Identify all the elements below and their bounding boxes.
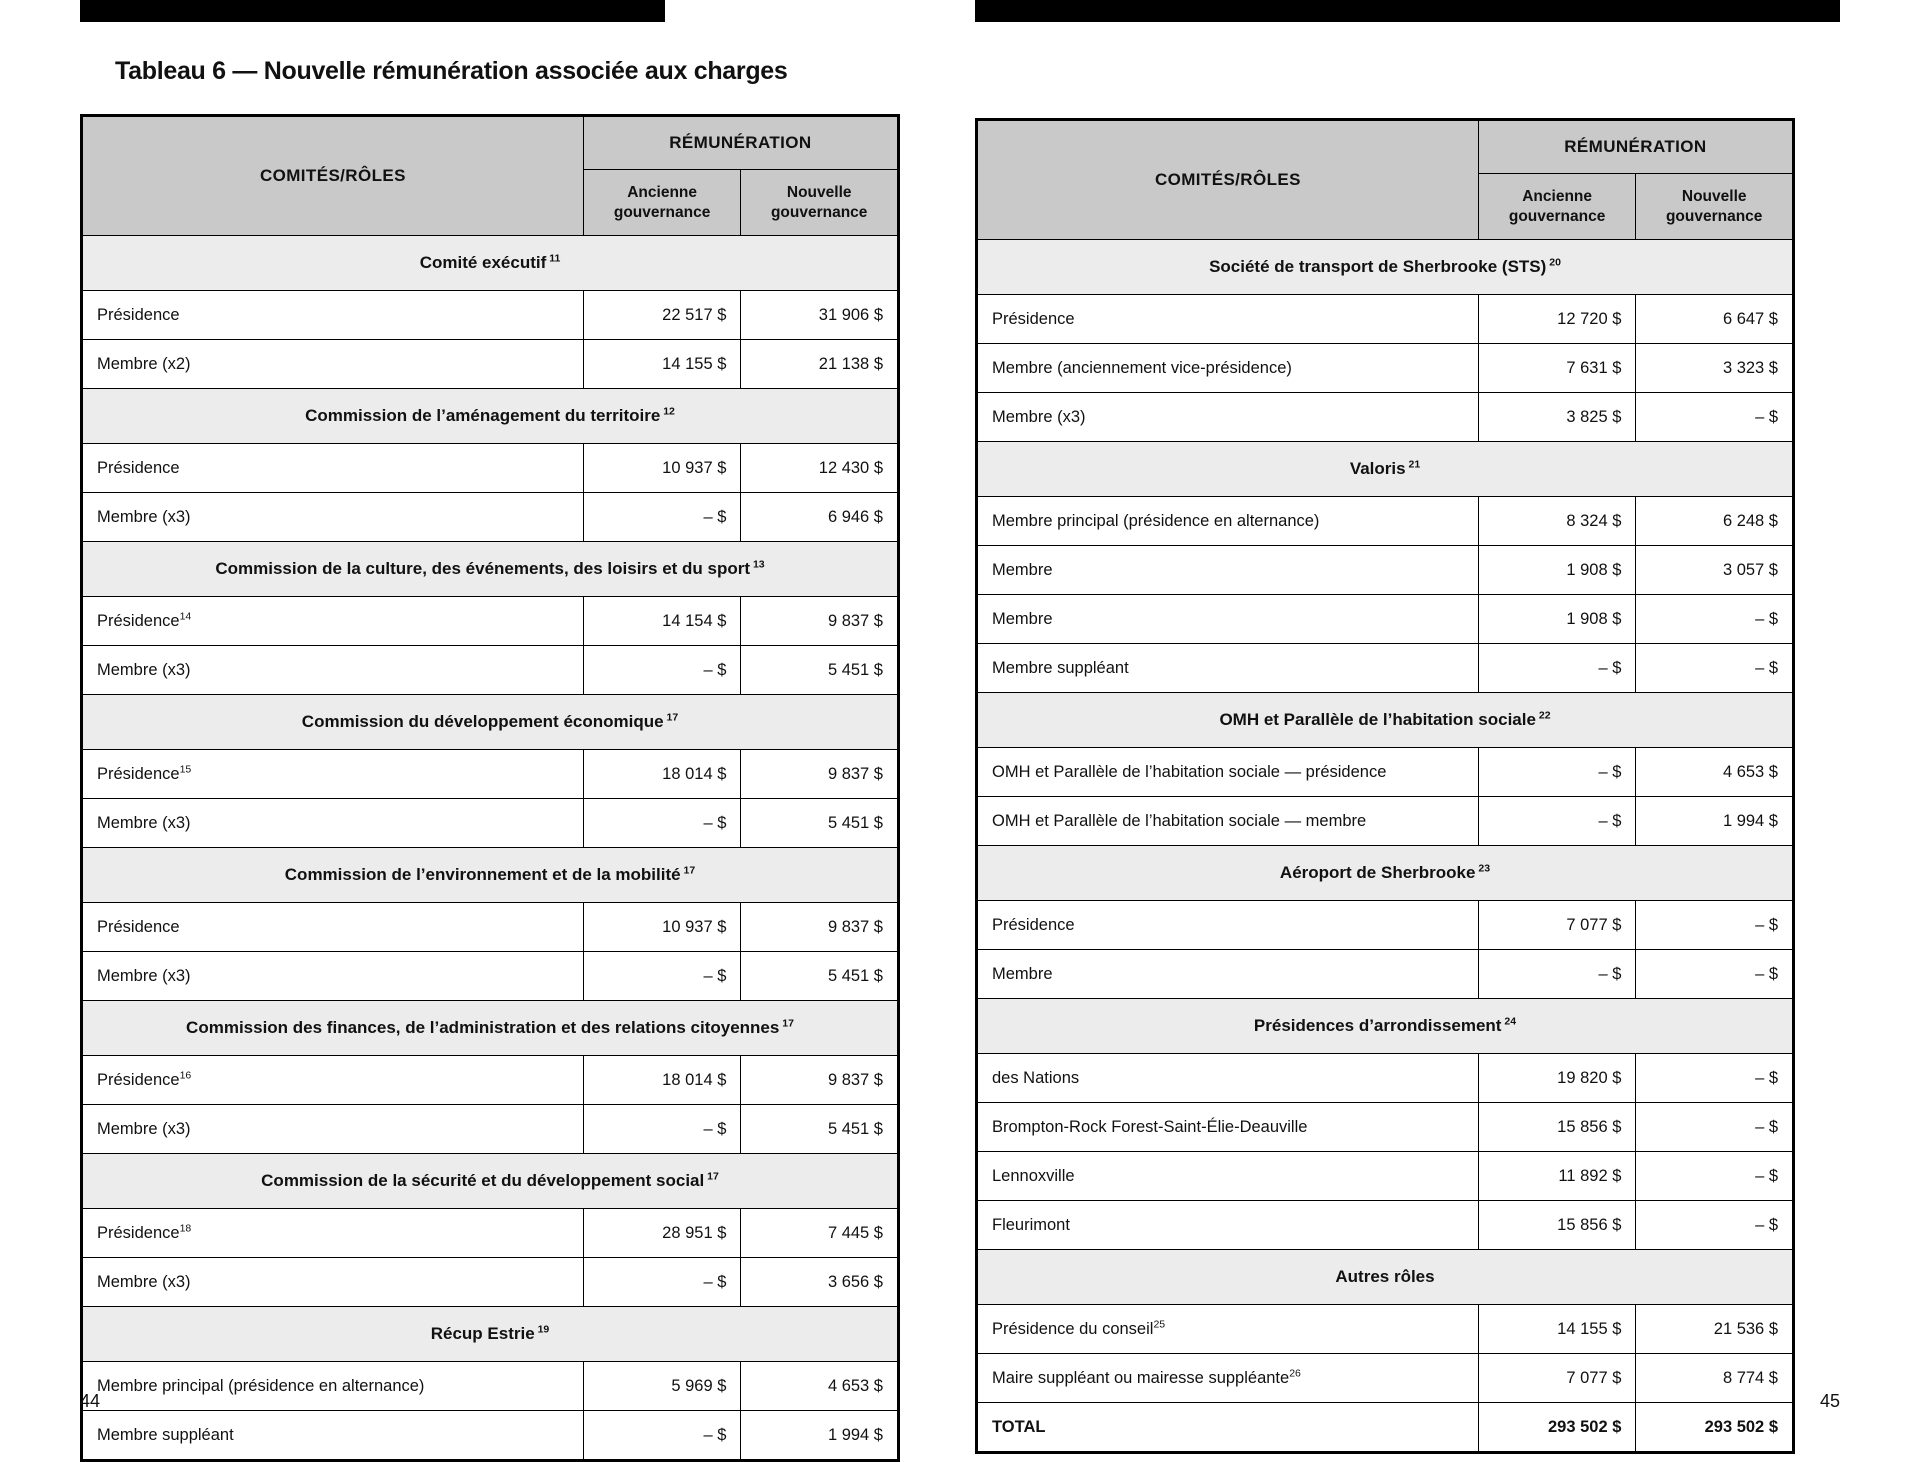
value-new-governance: 6 647 $	[1636, 295, 1794, 344]
table-row	[977, 497, 1794, 546]
value-new-governance: – $	[1636, 1103, 1794, 1152]
table-total-row	[977, 1403, 1794, 1453]
group-title: Commission de la sécurité et du développement social $^{17}$	[82, 1154, 899, 1209]
table-row	[977, 797, 1794, 846]
value-old-governance: 12 720 $	[1478, 295, 1636, 344]
footnote-marker: 17	[680, 864, 696, 877]
table-row	[82, 340, 899, 389]
total-old-governance: 293 502 $	[1478, 1403, 1636, 1453]
footnote-marker: 19	[534, 1323, 550, 1336]
value-old-governance: 14 154 $	[583, 597, 741, 646]
table-row	[977, 1305, 1794, 1354]
footnote-marker: 17	[663, 711, 679, 724]
value-new-governance: 4 653 $	[741, 1362, 899, 1411]
value-old-governance: – $	[583, 952, 741, 1001]
row-label: Présidence$^{15}$	[82, 750, 584, 799]
value-new-governance: – $	[1636, 1054, 1794, 1103]
row-label: Présidence	[82, 903, 584, 952]
table-row	[82, 1209, 899, 1258]
page-right	[960, 0, 1920, 1440]
page-number-left: 44	[80, 1391, 101, 1411]
table-group-row	[977, 999, 1794, 1054]
group-title: Autres rôles	[977, 1250, 1794, 1305]
remuneration-table-left	[80, 114, 900, 1462]
row-label: Membre suppléant	[977, 644, 1479, 693]
value-new-governance: 9 837 $	[741, 597, 899, 646]
table-row	[977, 1054, 1794, 1103]
footnote-marker: 11	[546, 252, 561, 265]
footnote-marker: 21	[1405, 458, 1421, 471]
footnote-marker: 22	[1535, 709, 1551, 722]
value-new-governance: 3 057 $	[1636, 546, 1794, 595]
value-new-governance: – $	[1636, 644, 1794, 693]
row-label: Présidence	[977, 901, 1479, 950]
table-body-left	[82, 236, 899, 1461]
value-new-governance: 7 445 $	[741, 1209, 899, 1258]
table-row	[82, 750, 899, 799]
value-old-governance: – $	[1478, 644, 1636, 693]
row-label: Présidence	[82, 291, 584, 340]
row-label: Membre (x3)	[82, 952, 584, 1001]
value-new-governance: 21 536 $	[1636, 1305, 1794, 1354]
value-new-governance: 3 323 $	[1636, 344, 1794, 393]
row-label: Présidence	[977, 295, 1479, 344]
new-governance-line2: gouvernance	[1665, 207, 1763, 225]
value-old-governance: 28 951 $	[583, 1209, 741, 1258]
row-label: Membre	[977, 546, 1479, 595]
value-new-governance: 9 837 $	[741, 1056, 899, 1105]
value-new-governance: 12 430 $	[741, 444, 899, 493]
footnote-marker: 20	[1546, 256, 1561, 269]
value-new-governance: 9 837 $	[741, 903, 899, 952]
value-new-governance: 1 994 $	[1636, 797, 1794, 846]
table-row	[977, 1354, 1794, 1403]
table-group-row	[82, 695, 899, 750]
row-label: des Nations	[977, 1054, 1479, 1103]
table-group-row	[977, 846, 1794, 901]
page-top-rule	[80, 0, 665, 22]
table-row	[977, 901, 1794, 950]
table-group-row	[82, 542, 899, 597]
table-group-row	[82, 1307, 899, 1362]
column-header-new-governance	[741, 170, 899, 236]
table-row	[82, 646, 899, 695]
value-new-governance: 5 451 $	[741, 799, 899, 848]
table-group-row	[977, 1250, 1794, 1305]
table-row	[977, 1103, 1794, 1152]
value-old-governance: 15 856 $	[1478, 1201, 1636, 1250]
table-row	[82, 1362, 899, 1411]
row-label: Membre (anciennement vice-présidence)	[977, 344, 1479, 393]
row-label: Membre (x3)	[82, 799, 584, 848]
table-row	[977, 295, 1794, 344]
value-new-governance: 4 653 $	[1636, 748, 1794, 797]
table-row	[977, 595, 1794, 644]
value-old-governance: – $	[583, 1105, 741, 1154]
value-new-governance: 1 994 $	[741, 1411, 899, 1461]
row-label: Membre (x3)	[977, 393, 1479, 442]
value-old-governance: 10 937 $	[583, 444, 741, 493]
group-title: Commission des finances, de l’administration et des relations citoyennes $^{17}$	[82, 1001, 899, 1056]
value-old-governance: 7 631 $	[1478, 344, 1636, 393]
footnote-marker: 16	[179, 1069, 192, 1082]
column-header-old-governance	[1478, 174, 1636, 240]
table-row	[977, 344, 1794, 393]
footnote-marker: 24	[1501, 1015, 1517, 1028]
column-header-roles: COMITÉS/RÔLES	[82, 116, 584, 236]
table-row	[82, 1056, 899, 1105]
column-header-new-governance	[1636, 174, 1794, 240]
row-label: OMH et Parallèle de l’habitation sociale — présidence	[977, 748, 1479, 797]
table-row	[82, 1105, 899, 1154]
table-group-row	[82, 1154, 899, 1209]
value-old-governance: 14 155 $	[1478, 1305, 1636, 1354]
row-label: Fleurimont	[977, 1201, 1479, 1250]
value-new-governance: – $	[1636, 595, 1794, 644]
value-new-governance: – $	[1636, 393, 1794, 442]
page-left	[0, 0, 960, 1444]
value-old-governance: 14 155 $	[583, 340, 741, 389]
value-new-governance: 6 248 $	[1636, 497, 1794, 546]
value-old-governance: 1 908 $	[1478, 595, 1636, 644]
row-label: OMH et Parallèle de l’habitation sociale — membre	[977, 797, 1479, 846]
table-row	[82, 799, 899, 848]
value-new-governance: – $	[1636, 1152, 1794, 1201]
table-row	[82, 1411, 899, 1461]
value-old-governance: 19 820 $	[1478, 1054, 1636, 1103]
column-header-roles: COMITÉS/RÔLES	[977, 120, 1479, 240]
group-title: OMH et Parallèle de l’habitation sociale $^{22}$	[977, 693, 1794, 748]
row-label: Présidence du conseil$^{25}$	[977, 1305, 1479, 1354]
table-header-right	[977, 120, 1794, 240]
row-label: Membre (x2)	[82, 340, 584, 389]
value-new-governance: 5 451 $	[741, 1105, 899, 1154]
table-row	[82, 597, 899, 646]
value-old-governance: – $	[583, 1411, 741, 1461]
footnote-marker: 12	[660, 405, 675, 418]
row-label: Membre	[977, 595, 1479, 644]
value-old-governance: – $	[1478, 797, 1636, 846]
old-governance-line2: gouvernance	[1508, 207, 1606, 225]
footnote-marker: 15	[179, 763, 192, 776]
table-row	[82, 291, 899, 340]
new-governance-line2: gouvernance	[770, 203, 868, 221]
footnote-marker: 14	[179, 610, 192, 623]
value-old-governance: 5 969 $	[583, 1362, 741, 1411]
table-group-row	[977, 693, 1794, 748]
table-row	[977, 644, 1794, 693]
value-new-governance: – $	[1636, 901, 1794, 950]
value-new-governance: 21 138 $	[741, 340, 899, 389]
old-governance-line1: Ancienne	[627, 184, 697, 202]
row-label: Lennoxville	[977, 1152, 1479, 1201]
value-new-governance: 9 837 $	[741, 750, 899, 799]
table-row	[977, 393, 1794, 442]
value-old-governance: – $	[583, 799, 741, 848]
group-title: Commission du développement économique $^{17}$	[82, 695, 899, 750]
row-label: Membre principal (présidence en alternance)	[977, 497, 1479, 546]
row-label: Maire suppléant ou mairesse suppléante$^{26}$	[977, 1354, 1479, 1403]
table-row	[977, 546, 1794, 595]
value-new-governance: 8 774 $	[1636, 1354, 1794, 1403]
value-old-governance: 18 014 $	[583, 750, 741, 799]
row-label: Membre (x3)	[82, 1258, 584, 1307]
new-governance-line1: Nouvelle	[1681, 188, 1747, 206]
value-old-governance: 22 517 $	[583, 291, 741, 340]
row-label: Présidence$^{16}$	[82, 1056, 584, 1105]
row-label: Membre (x3)	[82, 1105, 584, 1154]
table-row	[977, 950, 1794, 999]
remuneration-table-right	[975, 118, 1795, 1454]
value-old-governance: 11 892 $	[1478, 1152, 1636, 1201]
value-new-governance: 5 451 $	[741, 646, 899, 695]
page-top-rule	[975, 0, 1840, 22]
table-group-row	[977, 442, 1794, 497]
value-old-governance: 8 324 $	[1478, 497, 1636, 546]
footnote-marker: 23	[1475, 862, 1491, 875]
value-old-governance: – $	[583, 493, 741, 542]
table-body-right	[977, 240, 1794, 1453]
old-governance-line2: gouvernance	[613, 203, 711, 221]
table-row	[82, 493, 899, 542]
page-number-right: 45	[1819, 1391, 1840, 1411]
group-title: Aéroport de Sherbrooke $^{23}$	[977, 846, 1794, 901]
table-group-row	[82, 848, 899, 903]
old-governance-line1: Ancienne	[1522, 188, 1592, 206]
table-row	[82, 952, 899, 1001]
table-row	[82, 1258, 899, 1307]
value-old-governance: – $	[1478, 748, 1636, 797]
row-label: Membre (x3)	[82, 493, 584, 542]
group-title: Commission de l’aménagement du territoire $^{12}$	[82, 389, 899, 444]
group-title: Société de transport de Sherbrooke (STS) $^{20}$	[977, 240, 1794, 295]
column-header-old-governance	[583, 170, 741, 236]
total-label: TOTAL	[977, 1403, 1479, 1453]
value-old-governance: – $	[583, 646, 741, 695]
table-header-left	[82, 116, 899, 236]
value-new-governance: 6 946 $	[741, 493, 899, 542]
page-title: Tableau 6 — Nouvelle rémunération associée aux charges	[115, 57, 788, 85]
table-row	[977, 1201, 1794, 1250]
row-label: Brompton-Rock Forest-Saint-Élie-Deauville	[977, 1103, 1479, 1152]
table-group-row	[977, 240, 1794, 295]
row-label: Présidence	[82, 444, 584, 493]
table-group-row	[82, 389, 899, 444]
value-old-governance: 18 014 $	[583, 1056, 741, 1105]
footnote-marker: 17	[704, 1170, 719, 1183]
row-label: Présidence$^{14}$	[82, 597, 584, 646]
value-old-governance: 7 077 $	[1478, 1354, 1636, 1403]
group-title: Valoris $^{21}$	[977, 442, 1794, 497]
value-new-governance: – $	[1636, 950, 1794, 999]
value-new-governance: 31 906 $	[741, 291, 899, 340]
row-label: Membre suppléant	[82, 1411, 584, 1461]
new-governance-line1: Nouvelle	[786, 184, 852, 202]
value-new-governance: 3 656 $	[741, 1258, 899, 1307]
footnote-marker: 17	[779, 1017, 794, 1030]
column-header-remuneration: RÉMUNÉRATION	[1478, 120, 1793, 174]
table-row	[977, 1152, 1794, 1201]
value-old-governance: – $	[1478, 950, 1636, 999]
group-title: Présidences d’arrondissement $^{24}$	[977, 999, 1794, 1054]
row-label: Membre principal (présidence en alternance)	[82, 1362, 584, 1411]
column-header-remuneration: RÉMUNÉRATION	[583, 116, 898, 170]
total-new-governance: 293 502 $	[1636, 1403, 1794, 1453]
row-label: Membre (x3)	[82, 646, 584, 695]
footnote-marker: 13	[750, 558, 765, 571]
value-new-governance: 5 451 $	[741, 952, 899, 1001]
footnote-marker: 18	[179, 1222, 192, 1235]
group-title: Comité exécutif $^{11}$	[82, 236, 899, 291]
value-old-governance: 10 937 $	[583, 903, 741, 952]
table-group-row	[82, 236, 899, 291]
value-old-governance: 1 908 $	[1478, 546, 1636, 595]
row-label: Membre	[977, 950, 1479, 999]
value-old-governance: 15 856 $	[1478, 1103, 1636, 1152]
value-old-governance: 3 825 $	[1478, 393, 1636, 442]
group-title: Commission de la culture, des événements, des loisirs et du sport $^{13}$	[82, 542, 899, 597]
row-label: Présidence$^{18}$	[82, 1209, 584, 1258]
value-old-governance: 7 077 $	[1478, 901, 1636, 950]
value-new-governance: – $	[1636, 1201, 1794, 1250]
table-row	[977, 748, 1794, 797]
table-row	[82, 903, 899, 952]
group-title: Commission de l’environnement et de la mobilité $^{17}$	[82, 848, 899, 903]
group-title: Récup Estrie $^{19}$	[82, 1307, 899, 1362]
table-group-row	[82, 1001, 899, 1056]
footnote-marker: 25	[1153, 1318, 1166, 1331]
table-row	[82, 444, 899, 493]
value-old-governance: – $	[583, 1258, 741, 1307]
footnote-marker: 26	[1289, 1367, 1301, 1380]
